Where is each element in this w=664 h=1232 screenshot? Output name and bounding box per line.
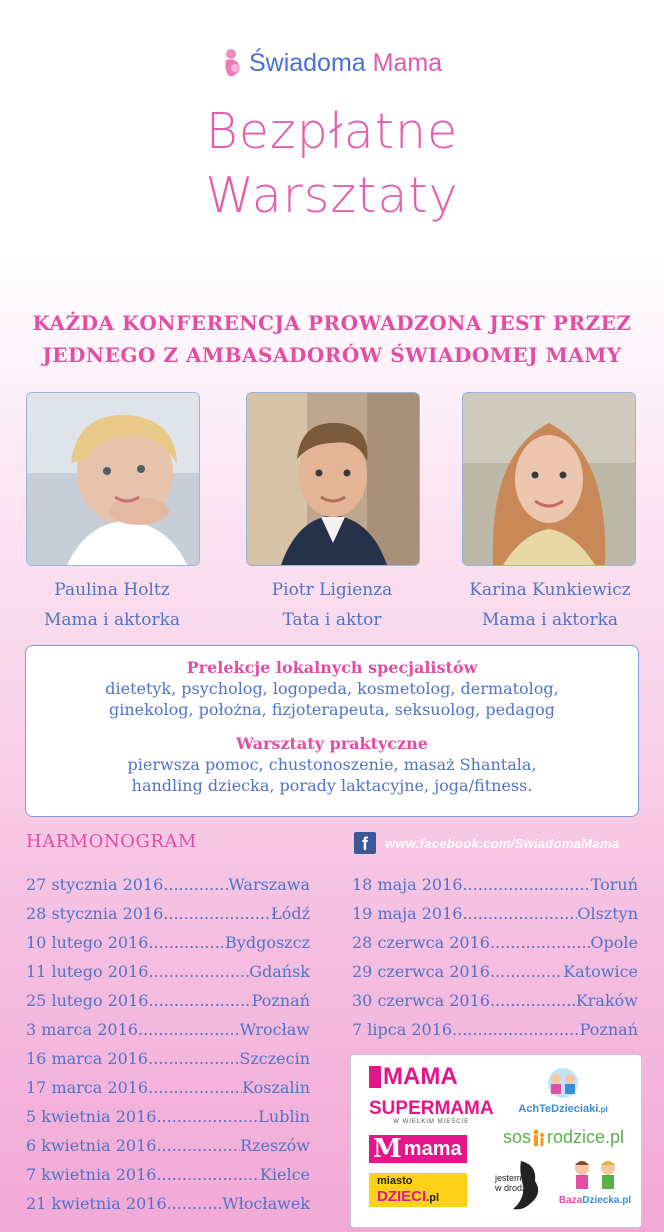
schedule-row: 21 kwietnia 2016 ..... Włocławek xyxy=(26,1189,310,1213)
schedule-row: 7 lipca 2016 ..... Poznań xyxy=(352,1015,638,1039)
schedule-row: 28 stycznia 2016 ..... Łódź xyxy=(26,899,310,923)
ambassador-photo-2 xyxy=(246,392,420,566)
schedule-row: 28 czerwca 2016 ..... Opole xyxy=(352,928,638,952)
workshops-heading: Warsztaty praktyczne xyxy=(236,734,428,753)
ambassador-role: Mama i aktorka xyxy=(481,610,619,630)
sponsor-jestemwdrodze-logo[interactable]: jestem w drodze xyxy=(491,1159,547,1213)
schedule-row: 19 maja 2016 ..... Olsztyn xyxy=(352,899,638,923)
schedule-row: 29 czerwca 2016 ..... Katowice xyxy=(352,957,638,981)
family-icon xyxy=(532,1129,546,1147)
children-icon xyxy=(543,1067,583,1099)
schedule-row: 7 kwietnia 2016 ..... Kielce xyxy=(26,1160,310,1184)
pregnant-mother-icon xyxy=(222,48,244,78)
ambassador-name: Paulina Holtz xyxy=(54,580,170,600)
schedule-row: 3 marca 2016 ..... Wrocław xyxy=(26,1015,310,1039)
sponsor-supermama-logo[interactable]: SUPERMAMA W WIELKIM MIEŚCIE xyxy=(369,1098,494,1125)
facebook-link[interactable] xyxy=(354,832,619,854)
lectures-heading: Prelekcje lokalnych specjalistów xyxy=(186,658,478,677)
sponsor-sosrodzice-logo[interactable]: sos rodzice.pl xyxy=(503,1127,625,1147)
workshops-line-2: handling dziecka, porady laktacyjne, joga/fitness. xyxy=(131,776,533,795)
info-box xyxy=(25,645,639,817)
ambassador-3 xyxy=(440,575,660,635)
ambassador-2 xyxy=(222,575,442,635)
schedule-title: HARMONOGRAM xyxy=(26,831,197,852)
ambassador-role: Mama i aktorka xyxy=(43,610,181,630)
ambassador-name: Piotr Ligienza xyxy=(271,580,393,600)
sponsor-bazadziecka-logo[interactable]: BazaDziecka.pl xyxy=(553,1159,637,1207)
banner-line-1: KAŻDA KONFERENCJA PROWADZONA JEST PRZEZ xyxy=(32,311,632,335)
schedule-row: 30 czerwca 2016 ..... Kraków xyxy=(352,986,638,1010)
ambassador-name: Karina Kunkiewicz xyxy=(469,580,631,600)
schedule-row: 11 lutego 2016 ..... Gdańsk xyxy=(26,957,310,981)
schedule-row: 18 maja 2016 ..... Toruń xyxy=(352,870,638,894)
sponsor-mmama-logo[interactable]: M mama xyxy=(369,1135,467,1163)
schedule-row: 10 lutego 2016 ..... Bydgoszcz xyxy=(26,928,310,952)
brand-name: Świadoma Mama xyxy=(248,48,443,77)
brand-logo xyxy=(0,48,664,78)
schedule-row: 16 marca 2016 ..... Szczecin xyxy=(26,1044,310,1068)
ambassador-photo-3 xyxy=(462,392,636,566)
schedule-row: 27 stycznia 2016 ..... Warszawa xyxy=(26,870,310,894)
sponsor-mama-logo[interactable]: MAMA xyxy=(369,1065,458,1089)
title-line-2: Warsztaty xyxy=(205,167,459,224)
banner-line-2: JEDNEGO Z AMBASADORÓW ŚWIADOMEJ MAMY xyxy=(42,343,622,367)
kids-icon xyxy=(564,1159,626,1191)
facebook-icon: f xyxy=(354,832,376,854)
schedule-row: 6 kwietnia 2016 ..... Rzeszów xyxy=(26,1131,310,1155)
schedule-row: 17 marca 2016 ..... Koszalin xyxy=(26,1073,310,1097)
schedule-row: 25 lutego 2016 ..... Poznań xyxy=(26,986,310,1010)
lectures-line-1: dietetyk, psycholog, logopeda, kosmetolog, dermatolog, xyxy=(105,679,559,698)
lectures-line-2: ginekolog, położna, fizjoterapeuta, seksuolog, pedagog xyxy=(109,700,555,719)
ambassador-1 xyxy=(2,575,222,635)
title-line-1: Bezpłatne xyxy=(205,103,459,160)
sponsor-achtedzieciaki-logo[interactable]: AchTeDzieciaki.pl xyxy=(503,1067,623,1115)
sponsor-miasto-dzieci-logo[interactable]: miasto DZIECI.pl xyxy=(369,1173,467,1207)
ambassador-photo-1 xyxy=(26,392,200,566)
schedule-row: 5 kwietnia 2016 ..... Lublin xyxy=(26,1102,310,1126)
ambassador-role: Tata i aktor xyxy=(282,610,382,630)
facebook-url: www.facebook.com/SwiadomaMama xyxy=(385,835,620,851)
workshops-line-1: pierwsza pomoc, chustonoszenie, masaż Shantala, xyxy=(127,755,537,774)
sponsors-box xyxy=(350,1054,642,1228)
